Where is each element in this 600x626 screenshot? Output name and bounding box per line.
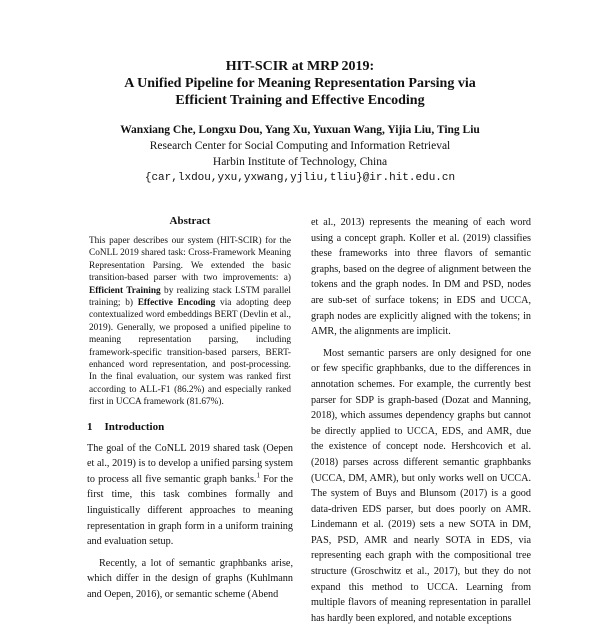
- left-column: [87, 215, 293, 603]
- right-paragraph-1: et al., 2013) represents the meaning of each word using a concept graph. Koller et al. (2019) classifies these frameworks into three flavors of semantic graphs, based on the degree of alignment between the tokens and the graph nodes. In DM and PSD, nodes are sub-set of surface tokens; in EDS and UCCA, graph nodes are explicitly aligned with the tokens; in AMR, the alignments are implicit.: [311, 217, 531, 338]
- author-names: Wanxiang Che, Longxu Dou, Yang Xu, Yuxuan Wang, Yijia Liu, Ting Liu: [120, 124, 480, 136]
- abstract-bold-b: Effective Encoding: [137, 298, 216, 309]
- author-emails: {car,lxdou,yxu,yxwang,yjliu,tliu}@ir.hit.edu.cn: [144, 172, 456, 184]
- abstract-text-b: by realizing stack LSTM parallel training; b): [89, 285, 291, 309]
- affiliation-2: Harbin Institute of Technology, China: [212, 156, 388, 168]
- abstract-section: [87, 215, 293, 409]
- abstract-heading: Abstract: [169, 215, 211, 227]
- title-line-1: HIT-SCIR at MRP 2019:: [225, 59, 375, 74]
- paper-title: [0, 58, 600, 109]
- right-column: [311, 215, 531, 626]
- intro-paragraph-1: [87, 441, 293, 550]
- intro-paragraph-2: Recently, a lot of semantic graphbanks arise, which differ in the design of graphs (Kuhlmann and Oepen, 2016), or semantic scheme (Abend: [87, 557, 293, 601]
- intro-heading: [87, 421, 293, 433]
- title-line-2: A Unified Pipeline for Meaning Representation Parsing via: [124, 76, 476, 91]
- section-number: 1: [87, 420, 93, 433]
- author-block: [0, 122, 600, 186]
- abstract-text: [87, 235, 293, 409]
- intro-p1-rest: For the first time, this task combines formally and linguistically different approaches to meaning representation in graph form in a uniform training and evaluation setup.: [87, 473, 294, 548]
- footnote-marker: 1: [256, 471, 260, 480]
- intro-p1-text: The goal of the CoNLL 2019 shared task (Oepen et al., 2019) is to develop a unified parsing system to process all five semantic graph banks.: [87, 442, 293, 485]
- abstract-bold-a: Efficient Training: [89, 285, 161, 296]
- abstract-text-c: via adopting deep contextualized word embeddings BERT (Devlin et al., 2019). Generally, we proposed a unified pipeline to meaning representation parsing, including framework-specific transition-based parsers, BERT-enhanced word representation, and post-processing. In the final evaluation, our system was ranked first according to ALL-F1 (86.2%) and especially ranked first in UCCA framework (81.67%).: [89, 298, 291, 408]
- abstract-text-a: This paper describes our system (HIT-SCIR) for the CoNLL 2019 shared task: Cross-Framework Meaning Representation Parsing. We extended the basic transition-based parser with two improvements: a): [89, 236, 291, 284]
- title-line-3: Efficient Training and Effective Encoding: [175, 93, 425, 108]
- section-title: Introduction: [104, 420, 165, 433]
- affiliation-1: Research Center for Social Computing and Information Retrieval: [149, 140, 451, 152]
- right-paragraph-2: Most semantic parsers are only designed for one or few specific graphbanks, due to the differences in annotation schemes. For example, the currently best parser for SDP is graph-based (Dozat and Manning, 2018), which assumes dependency graphs but cannot be directly applied to UCCA, EDS, and AMR, due the existence of concept node. Hershcovich et al. (2018) parses across different semantic graphbanks (UCCA, DM, AMR), but only works well on UCCA. The system of Buys and Blunsom (2017) is a good data-driven EDS parser, but does poorly on AMR. Lindemann et al. (2019) sets a new SOTA in DM, PAS, PSD, AMR and nearly SOTA in EDS, via representing each graph with the compositional tree structure (Groschwitz et al., 2017), but they do not expand this method to UCCA. Learning from multiple flavors of meaning representation in parallel has hardly been explored, and notable exceptions: [311, 347, 531, 624]
